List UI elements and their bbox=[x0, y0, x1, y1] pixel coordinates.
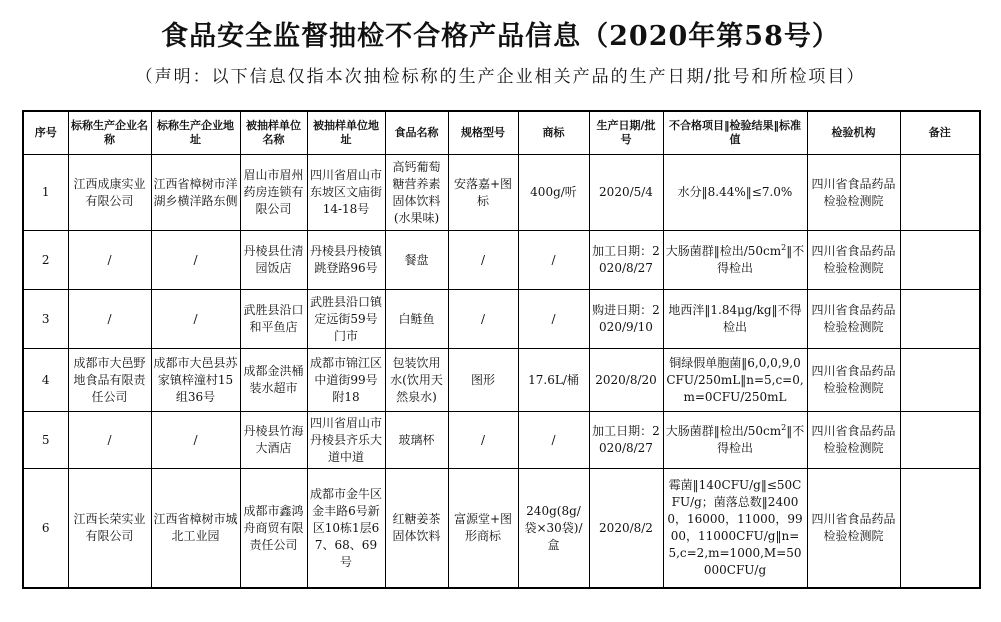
result-tail: ‖不得检出 bbox=[716, 424, 805, 455]
cell-agency: 四川省食品药品检验检测院 bbox=[807, 349, 900, 412]
table-row bbox=[23, 290, 980, 349]
cell-no: 6 bbox=[23, 469, 68, 589]
table-header-row bbox=[23, 111, 980, 155]
cell-sampled-address: 四川省眉山市东坡区文庙街14-18号 bbox=[307, 155, 385, 231]
result-superscript: 2 bbox=[781, 423, 787, 432]
cell-food-name: 包装饮用水(饮用天然泉水) bbox=[385, 349, 448, 412]
cell-maker: / bbox=[68, 290, 151, 349]
result-text: 大肠菌群‖检出/50cm bbox=[665, 424, 782, 438]
cell-result bbox=[663, 469, 807, 589]
cell-maker-address: 成都市大邑县苏家镇梓潼村15组36号 bbox=[151, 349, 240, 412]
cell-no: 1 bbox=[23, 155, 68, 231]
cell-agency: 四川省食品药品检验检测院 bbox=[807, 412, 900, 469]
cell-remark bbox=[900, 290, 980, 349]
cell-brand: 240g(8g/袋×30袋)/盒 bbox=[518, 469, 589, 589]
cell-remark bbox=[900, 231, 980, 290]
cell-sampled-address: 四川省眉山市丹棱县齐乐大道中道 bbox=[307, 412, 385, 469]
result-text: 水分‖8.44%‖≤7.0% bbox=[677, 185, 793, 199]
cell-sampled-address: 丹棱县丹棱镇跳登路96号 bbox=[307, 231, 385, 290]
cell-no: 3 bbox=[23, 290, 68, 349]
cell-brand: / bbox=[518, 231, 589, 290]
cell-food-name: 红糖姜茶固体饮料 bbox=[385, 469, 448, 589]
header-maker-address: 标称生产企业地址 bbox=[151, 111, 240, 155]
header-remark: 备注 bbox=[900, 111, 980, 155]
result-text: 铜绿假单胞菌‖6,0,0,9,0CFU/250mL‖n=5,c=0,m=0CFU/250mL bbox=[666, 355, 804, 404]
cell-agency: 四川省食品药品检验检测院 bbox=[807, 155, 900, 231]
cell-sampled-unit: 丹棱县仕清园饭店 bbox=[240, 231, 307, 290]
result-tail: ‖不得检出 bbox=[716, 244, 805, 275]
cell-result bbox=[663, 412, 807, 469]
cell-no: 2 bbox=[23, 231, 68, 290]
cell-maker: 江西长荣实业有限公司 bbox=[68, 469, 151, 589]
cell-spec: / bbox=[448, 290, 518, 349]
cell-sampled-unit: 眉山市眉州药房连锁有限公司 bbox=[240, 155, 307, 231]
table-row bbox=[23, 412, 980, 469]
header-brand: 商标 bbox=[518, 111, 589, 155]
page-title: 食品安全监督抽检不合格产品信息（2020年第58号） bbox=[161, 21, 840, 52]
cell-brand: / bbox=[518, 412, 589, 469]
header-maker: 标称生产企业名称 bbox=[68, 111, 151, 155]
header-result: 不合格项目‖检验结果‖标准值 bbox=[663, 111, 807, 155]
cell-result bbox=[663, 290, 807, 349]
header-no: 序号 bbox=[23, 111, 68, 155]
header-food-name: 食品名称 bbox=[385, 111, 448, 155]
cell-agency: 四川省食品药品检验检测院 bbox=[807, 290, 900, 349]
cell-food-name: 餐盘 bbox=[385, 231, 448, 290]
cell-date: 2020/5/4 bbox=[589, 155, 663, 231]
cell-date: 2020/8/2 bbox=[589, 469, 663, 589]
header-sampled-unit: 被抽样单位名称 bbox=[240, 111, 307, 155]
table-row bbox=[23, 231, 980, 290]
cell-agency: 四川省食品药品检验检测院 bbox=[807, 231, 900, 290]
cell-brand: 17.6L/桶 bbox=[518, 349, 589, 412]
cell-no: 5 bbox=[23, 412, 68, 469]
inspection-table bbox=[22, 110, 981, 589]
header-agency: 检验机构 bbox=[807, 111, 900, 155]
cell-spec: / bbox=[448, 412, 518, 469]
cell-date: 2020/8/20 bbox=[589, 349, 663, 412]
page-subtitle: （声明：以下信息仅指本次抽检标称的生产企业相关产品的生产日期/批号和所检项目） bbox=[135, 67, 866, 87]
cell-spec: 图形 bbox=[448, 349, 518, 412]
result-superscript: 2 bbox=[781, 243, 787, 252]
cell-result bbox=[663, 349, 807, 412]
cell-remark bbox=[900, 349, 980, 412]
cell-maker-address: 江西省樟树市洋湖乡横洋路东侧 bbox=[151, 155, 240, 231]
cell-food-name: 高钙葡萄糖营养素固体饮料(水果味) bbox=[385, 155, 448, 231]
header-date: 生产日期/批号 bbox=[589, 111, 663, 155]
cell-spec: 富源堂+图形商标 bbox=[448, 469, 518, 589]
cell-sampled-unit: 成都市鑫鸿舟商贸有限责任公司 bbox=[240, 469, 307, 589]
cell-maker-address: / bbox=[151, 412, 240, 469]
cell-date: 加工日期：2020/8/27 bbox=[589, 412, 663, 469]
cell-maker-address: / bbox=[151, 290, 240, 349]
cell-sampled-address: 武胜县沿口镇定远街59号门市 bbox=[307, 290, 385, 349]
cell-remark bbox=[900, 412, 980, 469]
header-sampled-address: 被抽样单位地址 bbox=[307, 111, 385, 155]
cell-maker-address: 江西省樟树市城北工业园 bbox=[151, 469, 240, 589]
result-text: 大肠菌群‖检出/50cm bbox=[665, 244, 782, 258]
cell-date: 购进日期：2020/9/10 bbox=[589, 290, 663, 349]
cell-maker-address: / bbox=[151, 231, 240, 290]
cell-maker: / bbox=[68, 412, 151, 469]
cell-date: 加工日期：2020/8/27 bbox=[589, 231, 663, 290]
table-row bbox=[23, 155, 980, 231]
cell-food-name: 玻璃杯 bbox=[385, 412, 448, 469]
cell-result bbox=[663, 231, 807, 290]
result-text: 地西泮‖1.84μg/kg‖不得检出 bbox=[668, 303, 802, 334]
cell-agency: 四川省食品药品检验检测院 bbox=[807, 469, 900, 589]
cell-spec: 安落嘉+图标 bbox=[448, 155, 518, 231]
cell-sampled-address: 成都市锦江区中道街99号附18 bbox=[307, 349, 385, 412]
header-spec: 规格型号 bbox=[448, 111, 518, 155]
cell-sampled-unit: 丹棱县竹海大酒店 bbox=[240, 412, 307, 469]
cell-brand: 400g/听 bbox=[518, 155, 589, 231]
result-text: 霉菌‖140CFU/g‖≤50CFU/g；菌落总数‖24000，16000，11000，9900，11000CFU/g‖n=5,c=2,m=1000,M=50000CFU/g bbox=[667, 478, 803, 577]
cell-maker: 江西成康实业有限公司 bbox=[68, 155, 151, 231]
cell-food-name: 白鲢鱼 bbox=[385, 290, 448, 349]
cell-sampled-unit: 武胜县沿口和平鱼店 bbox=[240, 290, 307, 349]
cell-remark bbox=[900, 155, 980, 231]
table-row bbox=[23, 349, 980, 412]
cell-brand: / bbox=[518, 290, 589, 349]
cell-remark bbox=[900, 469, 980, 589]
cell-sampled-unit: 成都金洪桶装水超市 bbox=[240, 349, 307, 412]
cell-spec: / bbox=[448, 231, 518, 290]
cell-maker: 成都市大邑野地食品有限责任公司 bbox=[68, 349, 151, 412]
cell-result bbox=[663, 155, 807, 231]
cell-no: 4 bbox=[23, 349, 68, 412]
cell-sampled-address: 成都市金牛区金丰路6号新区10栋1层67、68、69号 bbox=[307, 469, 385, 589]
table-row bbox=[23, 469, 980, 589]
cell-maker: / bbox=[68, 231, 151, 290]
